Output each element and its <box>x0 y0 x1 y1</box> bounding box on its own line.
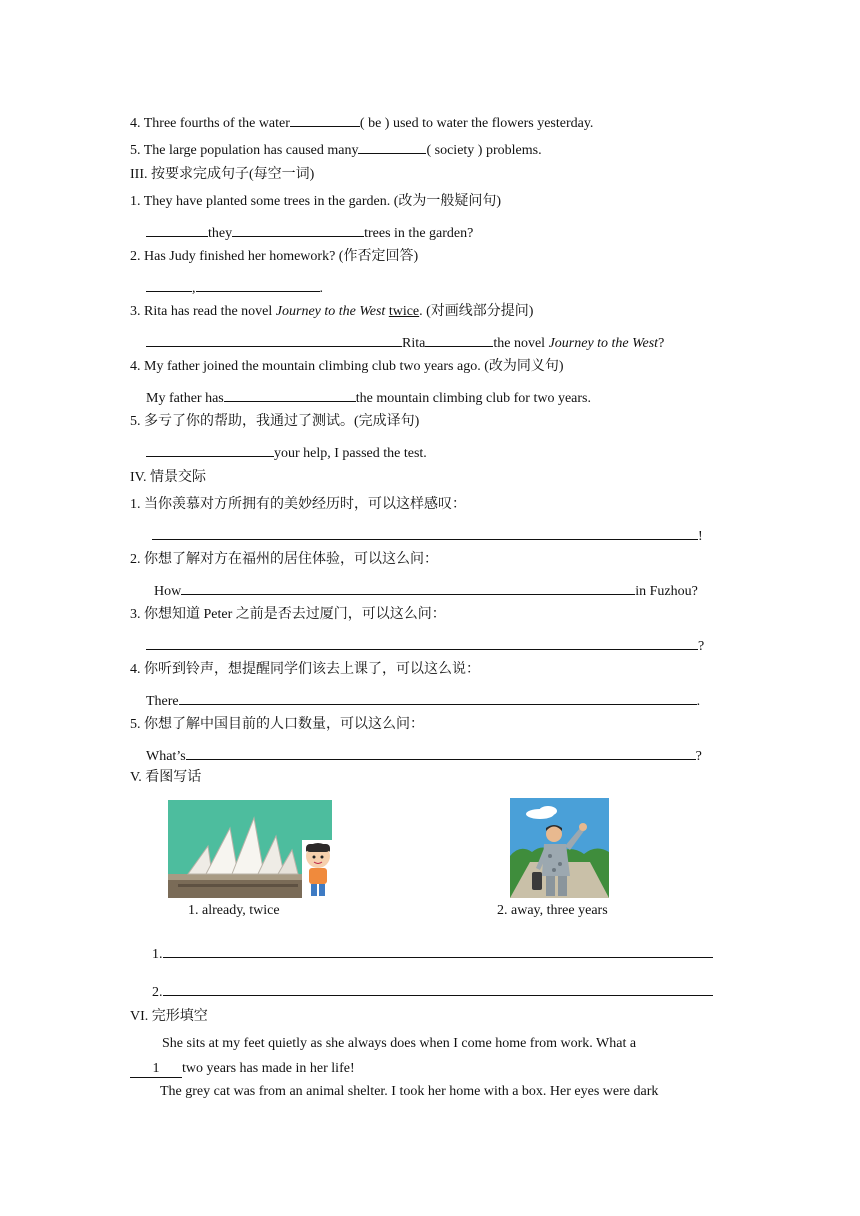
answer-blank[interactable] <box>425 331 493 347</box>
question-iv-4-prompt: 4. 你听到铃声，想提醒同学们该去上课了，可以这么说： <box>130 662 480 677</box>
writing-line-1: 1. <box>152 942 713 964</box>
answer-blank[interactable] <box>224 386 356 402</box>
cloze-paragraph-1-cont: 1 two years has made in her life! <box>130 1060 355 1078</box>
question-iv-4-answer: There . <box>146 689 700 711</box>
question-iii-5-prompt: 5. 多亏了你的帮助，我通过了测试。(完成译句) <box>130 414 420 429</box>
answer-line[interactable] <box>179 689 697 705</box>
question-ii-4: 4. Three fourths of the water ( be ) used to water the flowers yesterday. <box>130 111 593 133</box>
answer-line[interactable] <box>152 524 698 540</box>
answer-line[interactable] <box>186 744 696 760</box>
question-iv-5-prompt: 5. 你想了解中国目前的人口数量，可以这么问： <box>130 717 424 732</box>
picture-1-caption: 1. already, twice <box>188 903 280 918</box>
question-iii-1-answer: they trees in the garden? <box>146 221 473 243</box>
answer-blank[interactable] <box>290 111 360 127</box>
answer-line[interactable] <box>181 579 635 595</box>
question-iii-2-answer: , . <box>146 276 323 298</box>
question-iii-5-answer: your help, I passed the test. <box>146 441 427 463</box>
section-iv-heading: IV. 情景交际 <box>130 470 206 485</box>
section-iii-heading: III. 按要求完成句子(每空一词) <box>130 167 315 182</box>
question-ii-5: 5. The large population has caused many ( society ) problems. <box>130 138 542 160</box>
question-iii-4-prompt: 4. My father joined the mountain climbing club two years ago. (改为同义句) <box>130 359 564 374</box>
question-iv-1-answer: ! <box>152 524 703 546</box>
question-iii-4-answer: My father has the mountain climbing club for two years. <box>146 386 591 408</box>
writing-line-2: 2. <box>152 980 713 1002</box>
question-iii-3-prompt: 3. Rita has read the novel Journey to the West twice. (对画线部分提问) <box>130 304 534 319</box>
question-iv-3-prompt: 3. 你想知道 Peter 之前是否去过厦门，可以这么问： <box>130 607 446 622</box>
cloze-paragraph-2: The grey cat was from an animal shelter. I took her home with a box. Her eyes were dark <box>160 1084 659 1099</box>
question-iii-1-prompt: 1. They have planted some trees in the garden. (改为一般疑问句) <box>130 194 502 209</box>
question-iii-2-prompt: 2. Has Judy finished her homework? (作否定回答) <box>130 249 419 264</box>
section-vi-heading: VI. 完形填空 <box>130 1009 208 1024</box>
section-v-heading: V. 看图写话 <box>130 770 202 785</box>
answer-blank[interactable] <box>146 276 192 292</box>
opera-house-picture <box>168 800 334 898</box>
answer-line[interactable] <box>163 942 713 958</box>
answer-blank[interactable] <box>232 221 364 237</box>
cloze-blank-1[interactable]: 1 <box>130 1061 182 1078</box>
picture-2-caption: 2. away, three years <box>497 903 608 918</box>
waving-man-picture <box>510 798 609 898</box>
answer-line[interactable] <box>163 980 713 996</box>
question-iv-2-prompt: 2. 你想了解对方在福州的居住体验，可以这么问： <box>130 552 438 567</box>
question-iv-2-answer: How in Fuzhou? <box>154 579 698 601</box>
answer-blank[interactable] <box>146 221 208 237</box>
question-iv-1-prompt: 1. 当你羡慕对方所拥有的美妙经历时，可以这样感叹： <box>130 497 466 512</box>
cloze-paragraph-1: She sits at my feet quietly as she always does when I come home from work. What a <box>162 1036 637 1051</box>
answer-blank[interactable] <box>358 138 426 154</box>
answer-line[interactable] <box>146 634 698 650</box>
answer-blank[interactable] <box>146 331 402 347</box>
answer-blank[interactable] <box>146 441 274 457</box>
question-iv-5-answer: What’s ? <box>146 744 702 766</box>
question-iii-3-answer: Rita the novel Journey to the West? <box>146 331 664 353</box>
question-iv-3-answer: ? <box>146 634 704 656</box>
answer-blank[interactable] <box>196 276 320 292</box>
